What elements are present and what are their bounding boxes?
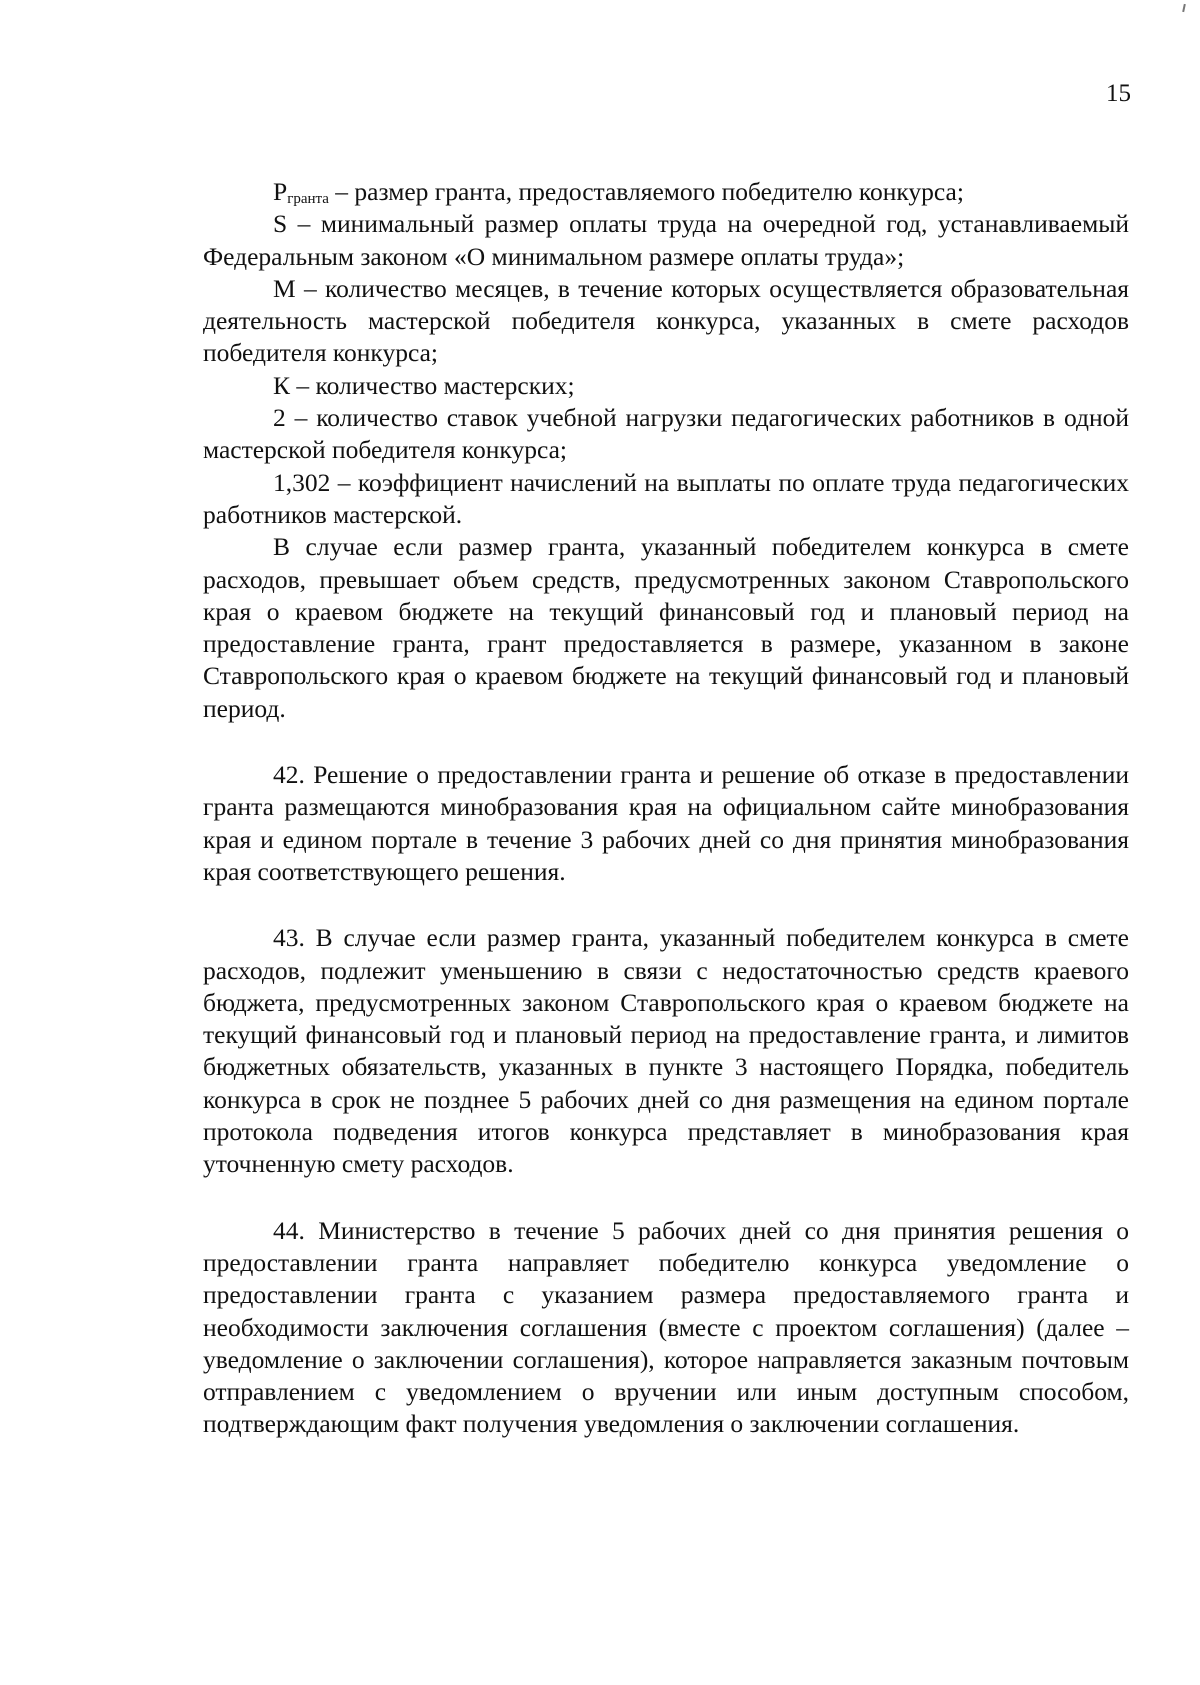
variable-p-subscript: гранта — [287, 191, 329, 207]
definition-p-text: – размер гранта, предоставляемого победителю конкурса; — [328, 177, 964, 206]
definition-two: 2 – количество ставок учебной нагрузки педагогических работников в одной мастерской победителя конкурса; — [203, 403, 1129, 465]
paragraph-excess: В случае если размер гранта, указанный победителем конкурса в смете расходов, превышает объем средств, предусмотренных законом Ставропольского края о краевом бюджете на текущий финансовый год и плановый период на предоставление гранта, грант предоставляется в размере, указанном в законе Ставропольского края о краевом бюджете на текущий финансовый год и плановый период. — [203, 532, 1129, 723]
definition-s: S – минимальный размер оплаты труда на очередной год, устанавливаемый Федеральным законом «О минимальном размере оплаты труда»; — [203, 209, 1129, 271]
variable-p: P — [273, 177, 288, 206]
definition-p-grant — [203, 176, 1129, 208]
paragraph-item-44: 44. Министерство в течение 5 рабочих дней со дня принятия решения о предоставлении гранта направляет победителю конкурса уведомление о предоставлении гранта с указанием размера предоставляемого гранта и необходимости заключения соглашения (вместе с проектом соглашения) (далее – уведомление о заключении соглашения), которое направляется заказным почтовым отправлением с уведомлением о вручении или иным доступным способом, подтверждающим факт получения уведомления о заключении соглашения. — [203, 1215, 1129, 1439]
document-body — [203, 176, 1129, 1441]
definition-m: М – количество месяцев, в течение которых осуществляется образовательная деятельность мастерской победителя конкурса, указанных в смете расходов победителя конкурса; — [203, 273, 1129, 368]
paragraph-item-43: 43. В случае если размер гранта, указанный победителем конкурса в смете расходов, подлежит уменьшению в связи с недостаточностью средств краевого бюджета, предусмотренных законом Ставропольского края о краевом бюджете на текущий финансовый год и плановый период на предоставление гранта, и лимитов бюджетных обязательств, указанных в пункте 3 настоящего Порядка, победитель конкурса в срок не позднее 5 рабочих дней со дня размещения на едином портале протокола подведения итогов конкурса представляет в минобразования края уточненную смету расходов. — [203, 923, 1129, 1179]
definition-k: К – количество мастерских; — [273, 370, 575, 400]
page-number: 15 — [1106, 80, 1131, 107]
scan-speck — [1182, 4, 1186, 12]
paragraph-item-42: 42. Решение о предоставлении гранта и решение об отказе в предоставлении гранта размещаются минобразования края на официальном сайте минобразования края и едином портале в течение 3 рабочих дней со дня принятия минобразования края соответствующего решения. — [203, 760, 1129, 886]
definition-coefficient: 1,302 – коэффициент начислений на выплаты по оплате труда педагогических работников мастерской. — [203, 467, 1129, 529]
